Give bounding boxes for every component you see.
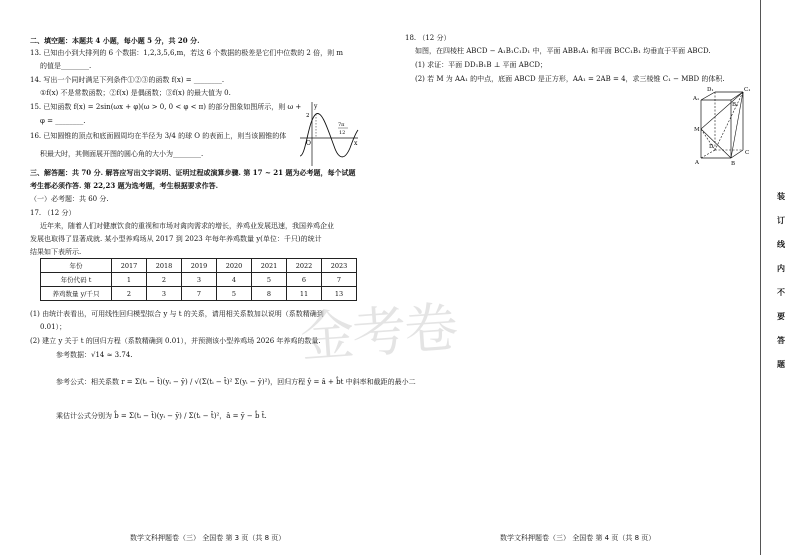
label-d1: D₁ <box>707 87 714 93</box>
table-cell: 3 <box>182 273 217 287</box>
table-cell: 8 <box>252 287 287 301</box>
table-cell: 7 <box>182 287 217 301</box>
graph-frac-den: 12 <box>339 130 346 136</box>
sine-graph <box>298 100 360 168</box>
segment-mb <box>701 129 731 158</box>
binding-char: 不 <box>777 288 785 297</box>
right-page-footer: 数学文科押题卷（三） 全国卷 第 4 页（共 8 页） <box>500 534 656 542</box>
table-header-cell: 年份 <box>41 259 112 273</box>
table-cell: 13 <box>322 287 357 301</box>
table-header-cell: 2020 <box>217 259 252 273</box>
q17-heading: 17. （12 分） <box>30 209 76 217</box>
label-c: C <box>745 150 750 156</box>
binding-char: 装 <box>777 192 785 201</box>
edge-ad <box>701 150 715 158</box>
table-cell: 2 <box>112 287 147 301</box>
answer-section-note: 考生都必须作答. 第 22,23 题为选考题，考生根据要求作答. <box>30 181 219 190</box>
table-cell: 6 <box>287 273 322 287</box>
q17-intro-2: 发展也取得了显著成就. 某小型养鸡场从 2017 到 2023 年每年养鸡数量 y(单位：千只)的统计 <box>30 235 322 243</box>
q15-text: 15. 已知函数 f(x) = 2sin(ωx + φ)(ω > 0, 0 < φ < π) 的部分图象如图所示，则 ω + <box>30 103 302 111</box>
right-page <box>400 0 755 555</box>
binding-instruction <box>775 185 787 377</box>
table-cell: 1 <box>112 273 147 287</box>
graph-y-label: y <box>314 103 318 110</box>
q14-text: 14. 写出一个同时满足下列条件①②③的函数 f(x) = ________. <box>30 76 225 84</box>
q18-part2: (2) 若 M 为 AA₁ 的中点，底面 ABCD 是正方形，AA₁ = 2AB = 4，求三棱锥 C₁ − MBD 的体积. <box>415 75 725 83</box>
table-cell: 11 <box>287 287 322 301</box>
edge-bc <box>731 150 743 158</box>
q17-part2: (2) 建立 y 关于 t 的回归方程（系数精确到 0.01），并预测该小型养鸡场 2026 年养鸡的数量. <box>30 337 321 345</box>
sine-curve <box>300 113 358 156</box>
watermark: 金考卷 <box>298 295 459 370</box>
table-cell: 养鸡数量 y/千只 <box>41 287 112 301</box>
left-page-footer: 数学文科押题卷（三） 全国卷 第 3 页（共 8 页） <box>130 534 286 542</box>
q15-blank: φ = ________. <box>40 117 86 125</box>
binding-char: 答 <box>777 336 785 345</box>
label-c1: C₁ <box>744 87 751 93</box>
q18-text: 如图，在四棱柱 ABCD − A₁B₁C₁D₁ 中，平面 ABB₁A₁ 和平面 BCC₁B₁ 均垂直于平面 ABCD. <box>415 47 711 55</box>
graph-origin-label: O <box>306 140 311 147</box>
table-cell: 2 <box>147 273 182 287</box>
binding-char: 要 <box>777 312 785 321</box>
q16-blank: 积最大时，其侧面展开图的圆心角的大小为________. <box>40 150 204 158</box>
graph-two-label: 2 <box>306 113 310 119</box>
prism-figure <box>693 86 753 166</box>
q17-intro-3: 结果如下表所示. <box>30 248 82 256</box>
label-b: B <box>731 161 736 166</box>
binding-char: 内 <box>777 264 785 273</box>
table-row <box>41 273 357 287</box>
table-header-cell: 2023 <box>322 259 357 273</box>
graph-frac-num: 7π <box>338 122 345 128</box>
table-cell: 3 <box>147 287 182 301</box>
table-cell: 年份代码 t <box>41 273 112 287</box>
binding-char: 线 <box>777 240 785 249</box>
table-header-cell: 2017 <box>112 259 147 273</box>
fill-section-heading: 二、填空题：本题共 4 小题，每小题 5 分，共 20 分. <box>30 36 200 45</box>
table-header-cell: 2019 <box>182 259 217 273</box>
table-header-cell: 2022 <box>287 259 322 273</box>
q17-ref-data: 参考数据：√14 ≈ 3.74. <box>56 351 133 359</box>
q18-heading: 18. （12 分） <box>405 34 451 42</box>
q17-part1-cont: 0.01）； <box>40 323 67 331</box>
table-header-cell: 2021 <box>252 259 287 273</box>
table-header-row <box>41 259 357 273</box>
q17-formula-b: 乘估计公式分别为 b̂ = Σ(tᵢ − t̄)(yᵢ − ȳ) / Σ(tᵢ − t̄)²，â = ȳ − b̂ t̄. <box>56 412 267 420</box>
table-cell: 4 <box>217 273 252 287</box>
label-b1: B₁ <box>732 102 739 108</box>
answer-section-heading: 三、解答题：共 70 分. 解答应写出文字说明、证明过程或演算步骤. 第 17 ~ 21 题为必考题，每个试题 <box>30 168 356 177</box>
q17-intro-1: 近年来，随着人们对健康饮食的重视和市场对禽肉需求的增长，养鸡业发展迅速，我国养鸡企业 <box>40 222 334 230</box>
q14-conditions: ①f(x) 不是常数函数；②f(x) 是偶函数；③f(x) 的最大值为 0. <box>40 89 231 97</box>
q16-text: 16. 已知圆锥的顶点和底面圆周均在半径为 3/4 的球 O 的表面上，则当该圆锥的体 <box>30 132 287 140</box>
edge-a1d1 <box>701 92 715 100</box>
table-header-cell: 2018 <box>147 259 182 273</box>
table-cell: 5 <box>252 273 287 287</box>
binding-char: 订 <box>777 216 785 225</box>
q13-blank: 的值是________. <box>40 62 92 70</box>
table-cell: 7 <box>322 273 357 287</box>
binding-char: 题 <box>777 360 785 369</box>
table-cell: 5 <box>217 287 252 301</box>
segment-c1d <box>715 92 743 150</box>
label-a: A <box>695 160 699 166</box>
segment-c1m <box>701 92 743 129</box>
q17-part1: (1) 由统计表看出，可用线性回归模型拟合 y 与 t 的关系，请用相关系数加以说明（系数精确到 <box>30 310 324 318</box>
q18-part1: (1) 求证：平面 DD₁B₁B ⊥ 平面 ABCD； <box>415 61 548 69</box>
required-part-heading: （一）必考题：共 60 分. <box>30 195 109 203</box>
q13-text: 13. 已知由小到大排列的 6 个数据：1,2,3,5,6,m，若这 6 个数据的极差是它们中位数的 2 倍，则 m <box>30 49 343 57</box>
label-m: M <box>694 127 700 133</box>
q17-formula-r: 参考公式：相关系数 r = Σ(tᵢ − t̄)(yᵢ − ȳ) / √(Σ(tᵢ − t̄)² Σ(yᵢ − ȳ)²)，回归方程 ŷ = â + b̂t 中斜率和截距的最小二 <box>56 378 416 386</box>
label-d: D <box>709 144 714 150</box>
label-a1: A₁ <box>693 96 700 102</box>
graph-x-label: x <box>354 140 358 147</box>
